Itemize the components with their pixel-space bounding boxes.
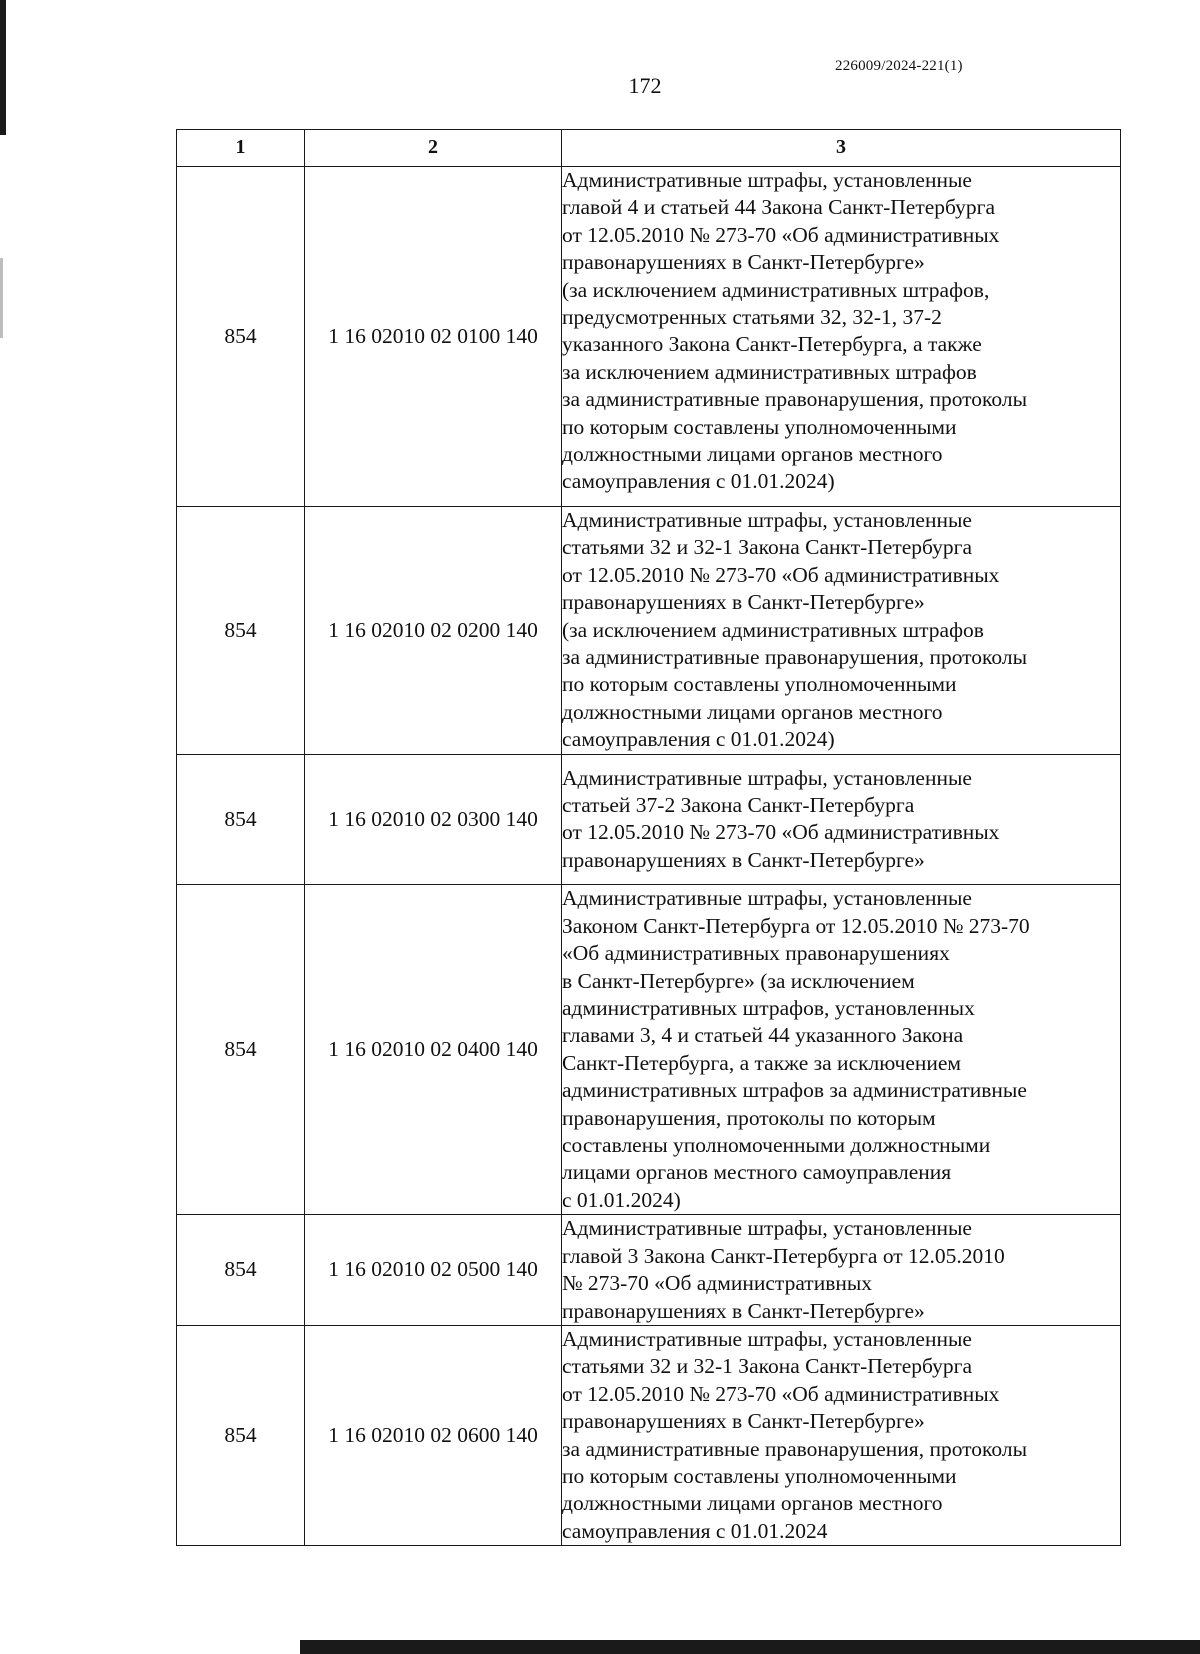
budget-code-cell: 854: [177, 507, 305, 755]
document-id: 226009/2024-221(1): [835, 58, 963, 74]
description-line: главой 4 и статьей 44 Закона Санкт-Петербурга: [562, 195, 996, 220]
classification-code-cell: 1 16 02010 02 0600 140: [305, 1325, 562, 1545]
description-line: должностными лицами органов местного: [562, 699, 943, 724]
description-line: по которым составлены уполномоченными: [562, 414, 957, 439]
table-row: [177, 167, 1121, 507]
fees-table: [176, 129, 1121, 1546]
description-line: правонарушениях в Санкт-Петербурге»: [562, 847, 925, 872]
scan-edge-mark-faint: [0, 258, 3, 338]
description-line: правонарушениях в Санкт-Петербурге»: [562, 250, 925, 275]
description-line: Административные штрафы, установленные: [562, 168, 972, 192]
description-cell: [562, 1215, 1121, 1326]
description-line: (за исключением административных штрафов: [562, 617, 984, 642]
description-line: за административные правонарушения, протоколы: [562, 645, 1028, 670]
description-line: правонарушениях в Санкт-Петербурге»: [562, 590, 925, 615]
description-line: (за исключением административных штрафов,: [562, 277, 990, 302]
description-cell: [562, 885, 1121, 1215]
description-line: главами 3, 4 и статьей 44 указанного Закона: [562, 1023, 964, 1048]
description-line: указанного Закона Санкт-Петербурга, а также: [562, 332, 982, 357]
description-line: предусмотренных статьями 32, 32-1, 37-2: [562, 305, 942, 330]
description-line: Административные штрафы, установленные: [562, 1216, 972, 1241]
table-row: [177, 1215, 1121, 1326]
description-line: лицами органов местного самоуправления: [562, 1160, 952, 1185]
budget-code-cell: 854: [177, 1325, 305, 1545]
description-line: административных штрафов, установленных: [562, 995, 975, 1020]
description-line: по которым составлены уполномоченными: [562, 1463, 957, 1488]
description-line: статьями 32 и 32-1 Закона Санкт-Петербурга: [562, 535, 972, 560]
budget-code-cell: 854: [177, 754, 305, 885]
table-row: [177, 754, 1121, 885]
description-line: за административные правонарушения, протоколы: [562, 387, 1028, 412]
description-line: по которым составлены уполномоченными: [562, 672, 957, 697]
table-body: [177, 167, 1121, 1546]
description-line: Законом Санкт-Петербурга от 12.05.2010 № 273-70: [562, 913, 1030, 938]
description-line: статьями 32 и 32-1 Закона Санкт-Петербурга: [562, 1354, 972, 1379]
description-line: правонарушениях в Санкт-Петербурге»: [562, 1298, 925, 1323]
description-line: от 12.05.2010 № 273-70 «Об административных: [562, 1381, 1000, 1406]
description-line: правонарушениях в Санкт-Петербурге»: [562, 1409, 925, 1434]
description-cell: [562, 1325, 1121, 1545]
description-line: должностными лицами органов местного: [562, 1491, 943, 1516]
description-line: за исключением административных штрафов: [562, 359, 977, 384]
classification-code-cell: 1 16 02010 02 0200 140: [305, 507, 562, 755]
table-row: [177, 885, 1121, 1215]
column-header-3: 3: [562, 130, 1121, 167]
table-row: [177, 507, 1121, 755]
description-line: «Об административных правонарушениях: [562, 941, 950, 966]
classification-code-cell: 1 16 02010 02 0300 140: [305, 754, 562, 885]
description-line: Административные штрафы, установленные: [562, 1326, 972, 1351]
description-line: Административные штрафы, установленные: [562, 765, 972, 790]
description-line: с 01.01.2024): [562, 1187, 681, 1212]
description-line: составлены уполномоченными должностными: [562, 1132, 991, 1157]
description-cell: [562, 507, 1121, 755]
column-header-1: 1: [177, 130, 305, 167]
scan-edge-mark: [0, 0, 6, 135]
description-line: главой 3 Закона Санкт-Петербурга от 12.05.2010: [562, 1243, 1005, 1268]
description-line: самоуправления с 01.01.2024: [562, 1518, 828, 1543]
description-line: от 12.05.2010 № 273-70 «Об административных: [562, 820, 1000, 845]
scan-bottom-bar: [300, 1640, 1200, 1654]
description-line: № 273-70 «Об административных: [562, 1271, 873, 1296]
description-line: статьей 37-2 Закона Санкт-Петербурга: [562, 793, 915, 818]
description-line: от 12.05.2010 № 273-70 «Об административных: [562, 222, 1000, 247]
classification-code-cell: 1 16 02010 02 0400 140: [305, 885, 562, 1215]
description-cell: [562, 754, 1121, 885]
budget-code-cell: 854: [177, 885, 305, 1215]
column-header-2: 2: [305, 130, 562, 167]
description-cell: [562, 167, 1121, 507]
description-line: за административные правонарушения, протоколы: [562, 1436, 1028, 1461]
description-line: должностными лицами органов местного: [562, 442, 943, 467]
description-line: Административные штрафы, установленные: [562, 508, 972, 532]
description-line: Санкт-Петербурга, а также за исключением: [562, 1050, 962, 1075]
description-line: от 12.05.2010 № 273-70 «Об административных: [562, 562, 1000, 587]
page-number: 172: [628, 73, 662, 98]
description-line: в Санкт-Петербурге» (за исключением: [562, 968, 915, 993]
budget-code-cell: 854: [177, 1215, 305, 1326]
description-line: административных штрафов за административные: [562, 1078, 1027, 1103]
classification-code-cell: 1 16 02010 02 0100 140: [305, 167, 562, 507]
description-line: самоуправления с 01.01.2024): [562, 469, 835, 494]
classification-code-cell: 1 16 02010 02 0500 140: [305, 1215, 562, 1326]
table-header-row: [177, 130, 1121, 167]
description-line: самоуправления с 01.01.2024): [562, 727, 835, 752]
description-line: Административные штрафы, установленные: [562, 886, 972, 911]
description-line: правонарушения, протоколы по которым: [562, 1105, 936, 1130]
table-row: [177, 1325, 1121, 1545]
budget-code-cell: 854: [177, 167, 305, 507]
